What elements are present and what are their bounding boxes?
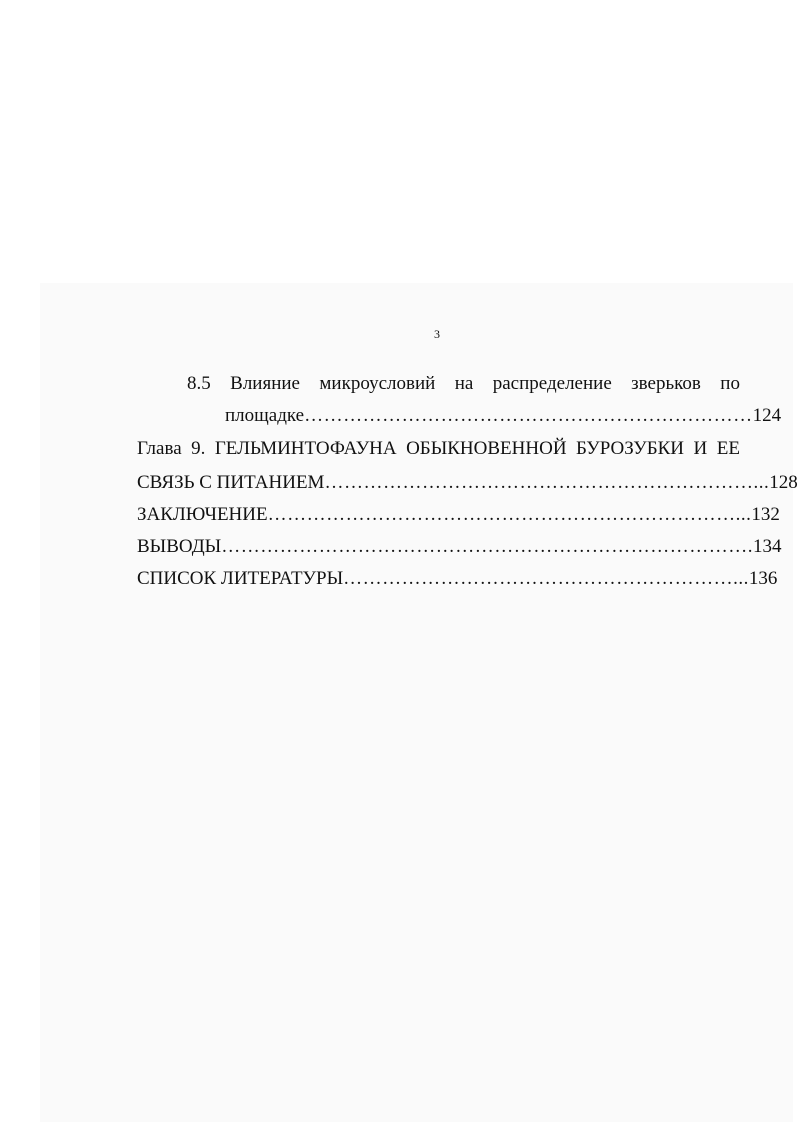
toc-page-ref: 124 — [752, 405, 782, 426]
toc-item-number: 8.5 — [187, 373, 211, 394]
toc-chapter-9-line2 — [137, 472, 798, 494]
toc-page-ref: 128 — [769, 472, 798, 493]
toc-item-text: ЗАКЛЮЧЕНИЕ — [137, 504, 268, 525]
toc-leader-dots: …………………………………………………………... — [324, 472, 770, 493]
toc-item-text: площадке — [225, 405, 305, 426]
toc-word: И — [693, 438, 708, 459]
page-number: 3 — [434, 327, 440, 341]
toc-leader-dots: ………………………………………………………………... — [267, 504, 752, 525]
toc-references — [137, 568, 778, 590]
toc-word: распределение — [492, 373, 612, 394]
toc-leader-dots: ……………………………………………………... — [343, 568, 749, 589]
toc-word: ОБЫКНОВЕННОЙ — [406, 438, 567, 459]
toc-word: на — [454, 373, 474, 394]
toc-item-text: СВЯЗЬ С ПИТАНИЕМ — [137, 472, 325, 493]
toc-chapter-9-line1 — [137, 438, 740, 460]
toc-page-ref: 134 — [752, 536, 782, 557]
toc-leader-dots: ………………………………………………………………………. — [221, 536, 753, 557]
toc-word: БУРОЗУБКИ — [576, 438, 685, 459]
toc-item-text: СПИСОК ЛИТЕРАТУРЫ — [137, 568, 344, 589]
toc-word: по — [720, 373, 740, 394]
toc-word: ЕЕ — [716, 438, 740, 459]
toc-findings — [137, 536, 782, 558]
toc-word: микроусловий — [319, 373, 436, 394]
toc-item-8-5-line1 — [187, 373, 740, 395]
toc-word: 9. — [191, 438, 206, 459]
toc-page-ref: 132 — [751, 504, 780, 525]
toc-leader-dots: …………………………………………………………… — [304, 405, 753, 426]
toc-conclusion — [137, 504, 780, 526]
toc-word: Глава — [137, 438, 182, 459]
toc-item-text: ВЫВОДЫ — [137, 536, 222, 557]
toc-word: Влияние — [230, 373, 300, 394]
toc-word: зверьков — [631, 373, 701, 394]
toc-item-8-5-line2 — [225, 405, 782, 427]
toc-word: ГЕЛЬМИНТОФАУНА — [214, 438, 397, 459]
toc-page-ref: 136 — [748, 568, 778, 589]
